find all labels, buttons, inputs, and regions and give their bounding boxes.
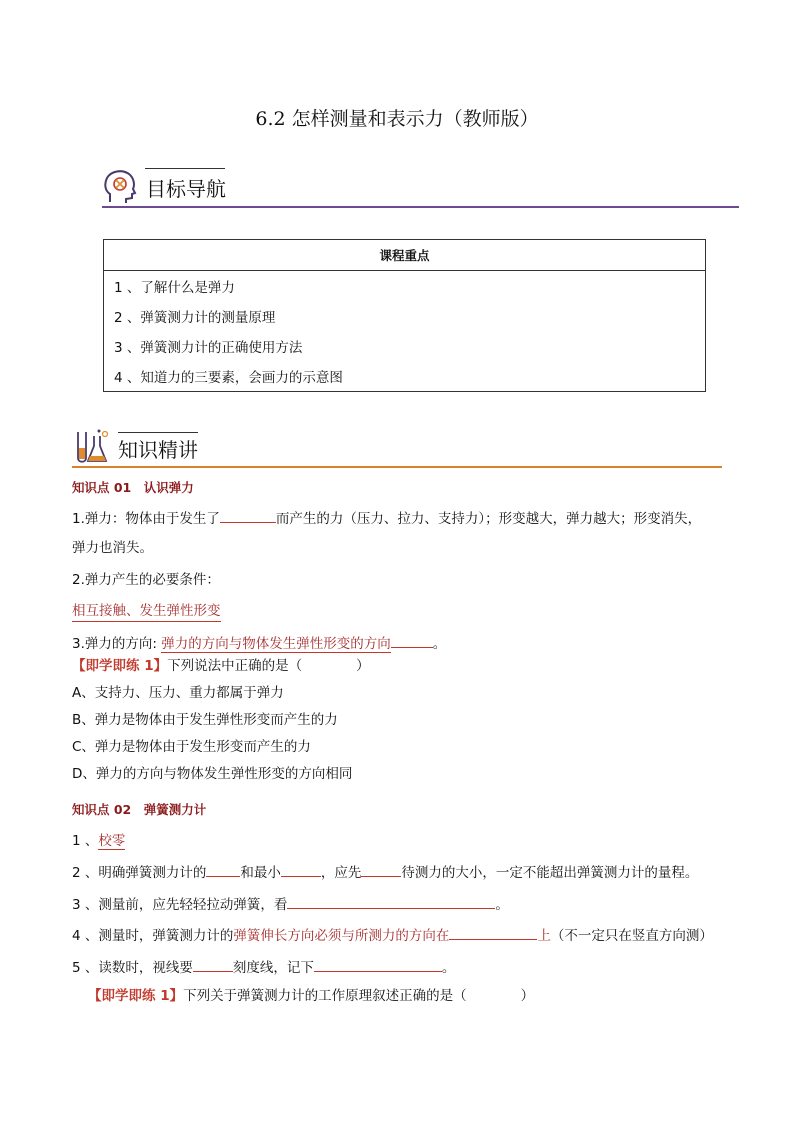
paragraph <box>72 957 455 978</box>
text: 3.弹力的方向: <box>72 636 162 652</box>
text: 3 、测量前，应先轻轻拉动弹簧，看 <box>72 897 288 913</box>
paragraph <box>72 862 698 883</box>
fill-blank <box>220 508 276 523</box>
option-c: C、弹力是物体由于发生形变而产生的力 <box>72 739 311 755</box>
table-row: 4 、知道力的三要素，会画力的示意图 <box>104 361 706 392</box>
text: 。 <box>441 960 456 976</box>
section-rule <box>102 206 739 208</box>
paragraph <box>72 508 701 529</box>
answer-text: 校零 <box>98 833 126 849</box>
paragraph: 2.弹力产生的必要条件： <box>72 572 220 588</box>
page-title: 6.2 怎样测量和表示力（教师版） <box>255 108 539 130</box>
fill-blank <box>449 925 537 940</box>
exercise-tag: 【即学即练 1】 <box>72 658 168 674</box>
answer-text: 弹簧伸长方向必须与所测力的方向在 <box>233 928 450 944</box>
section-header-goals <box>102 168 226 206</box>
section-title: 目标导航 <box>146 177 226 201</box>
text: 1.弹力：物体由于发生了 <box>72 511 220 527</box>
fill-blank <box>314 957 442 972</box>
paragraph <box>72 831 125 851</box>
option-d: D、弹力的方向与物体发生弹性形变的方向相同 <box>72 766 353 782</box>
text: 刻度线，记下 <box>232 960 314 976</box>
text: 5 、读数时，视线要 <box>72 960 193 976</box>
fill-blank <box>391 633 433 648</box>
text: 而产生的力（压力、拉力、支持力）；形变越大，弹力越大；形变消失， <box>275 511 702 527</box>
fill-blank <box>281 862 321 877</box>
exercise-question <box>88 986 534 1006</box>
text: 下列关于弹簧测力计的工作原理叙述正确的是（ ） <box>183 988 535 1004</box>
answer-text: 相互接触、发生弹性形变 <box>72 601 221 622</box>
table-row: 1 、了解什么是弹力 <box>104 271 706 302</box>
text: 。 <box>432 636 447 652</box>
fill-blank <box>287 894 495 909</box>
answer-text: 上 <box>537 928 551 944</box>
key-points-table <box>103 239 706 392</box>
exercise-tag: 【即学即练 1】 <box>88 988 184 1004</box>
knowledge-point-heading: 知识点 02 弹簧测力计 <box>72 802 207 817</box>
text: 。 <box>495 897 509 913</box>
paragraph: 弹力也消失。 <box>72 540 153 556</box>
fill-blank <box>206 862 240 877</box>
text: 待测力的大小，一定不能超出弹簧测力计的量程。 <box>401 865 699 881</box>
answer-text: 弹力的方向与物体发生弹性形变的方向 <box>161 636 391 652</box>
table-row: 3 、弹簧测力计的正确使用方法 <box>104 331 706 361</box>
option-a: A、支持力、压力、重力都属于弹力 <box>72 685 284 701</box>
text: ，应先 <box>320 865 362 881</box>
flask-icon <box>72 428 112 466</box>
text: （不一定只在竖直方向测） <box>550 928 713 944</box>
text: 下列说法中正确的是（ ） <box>167 658 370 674</box>
text: 1 、 <box>72 833 99 849</box>
fill-blank <box>361 862 401 877</box>
table-header: 课程重点 <box>104 240 706 271</box>
paragraph <box>72 925 713 946</box>
option-b: B、弹力是物体由于发生弹性形变而产生的力 <box>72 712 338 728</box>
text: 4 、测量时，弹簧测力计的 <box>72 928 234 944</box>
text: 2 、明确弹簧测力计的 <box>72 865 207 881</box>
knowledge-point-heading: 知识点 01 认识弹力 <box>72 480 194 495</box>
fill-blank <box>193 957 233 972</box>
paragraph <box>72 633 446 654</box>
head-brain-icon <box>102 168 138 206</box>
text: 和最小 <box>240 865 281 881</box>
section-title: 知识精讲 <box>118 438 198 462</box>
table-row: 2 、弹簧测力计的测量原理 <box>104 301 706 331</box>
section-header-knowledge <box>72 428 198 466</box>
exercise-question <box>72 656 370 676</box>
section-rule <box>72 466 722 468</box>
paragraph <box>72 894 509 915</box>
